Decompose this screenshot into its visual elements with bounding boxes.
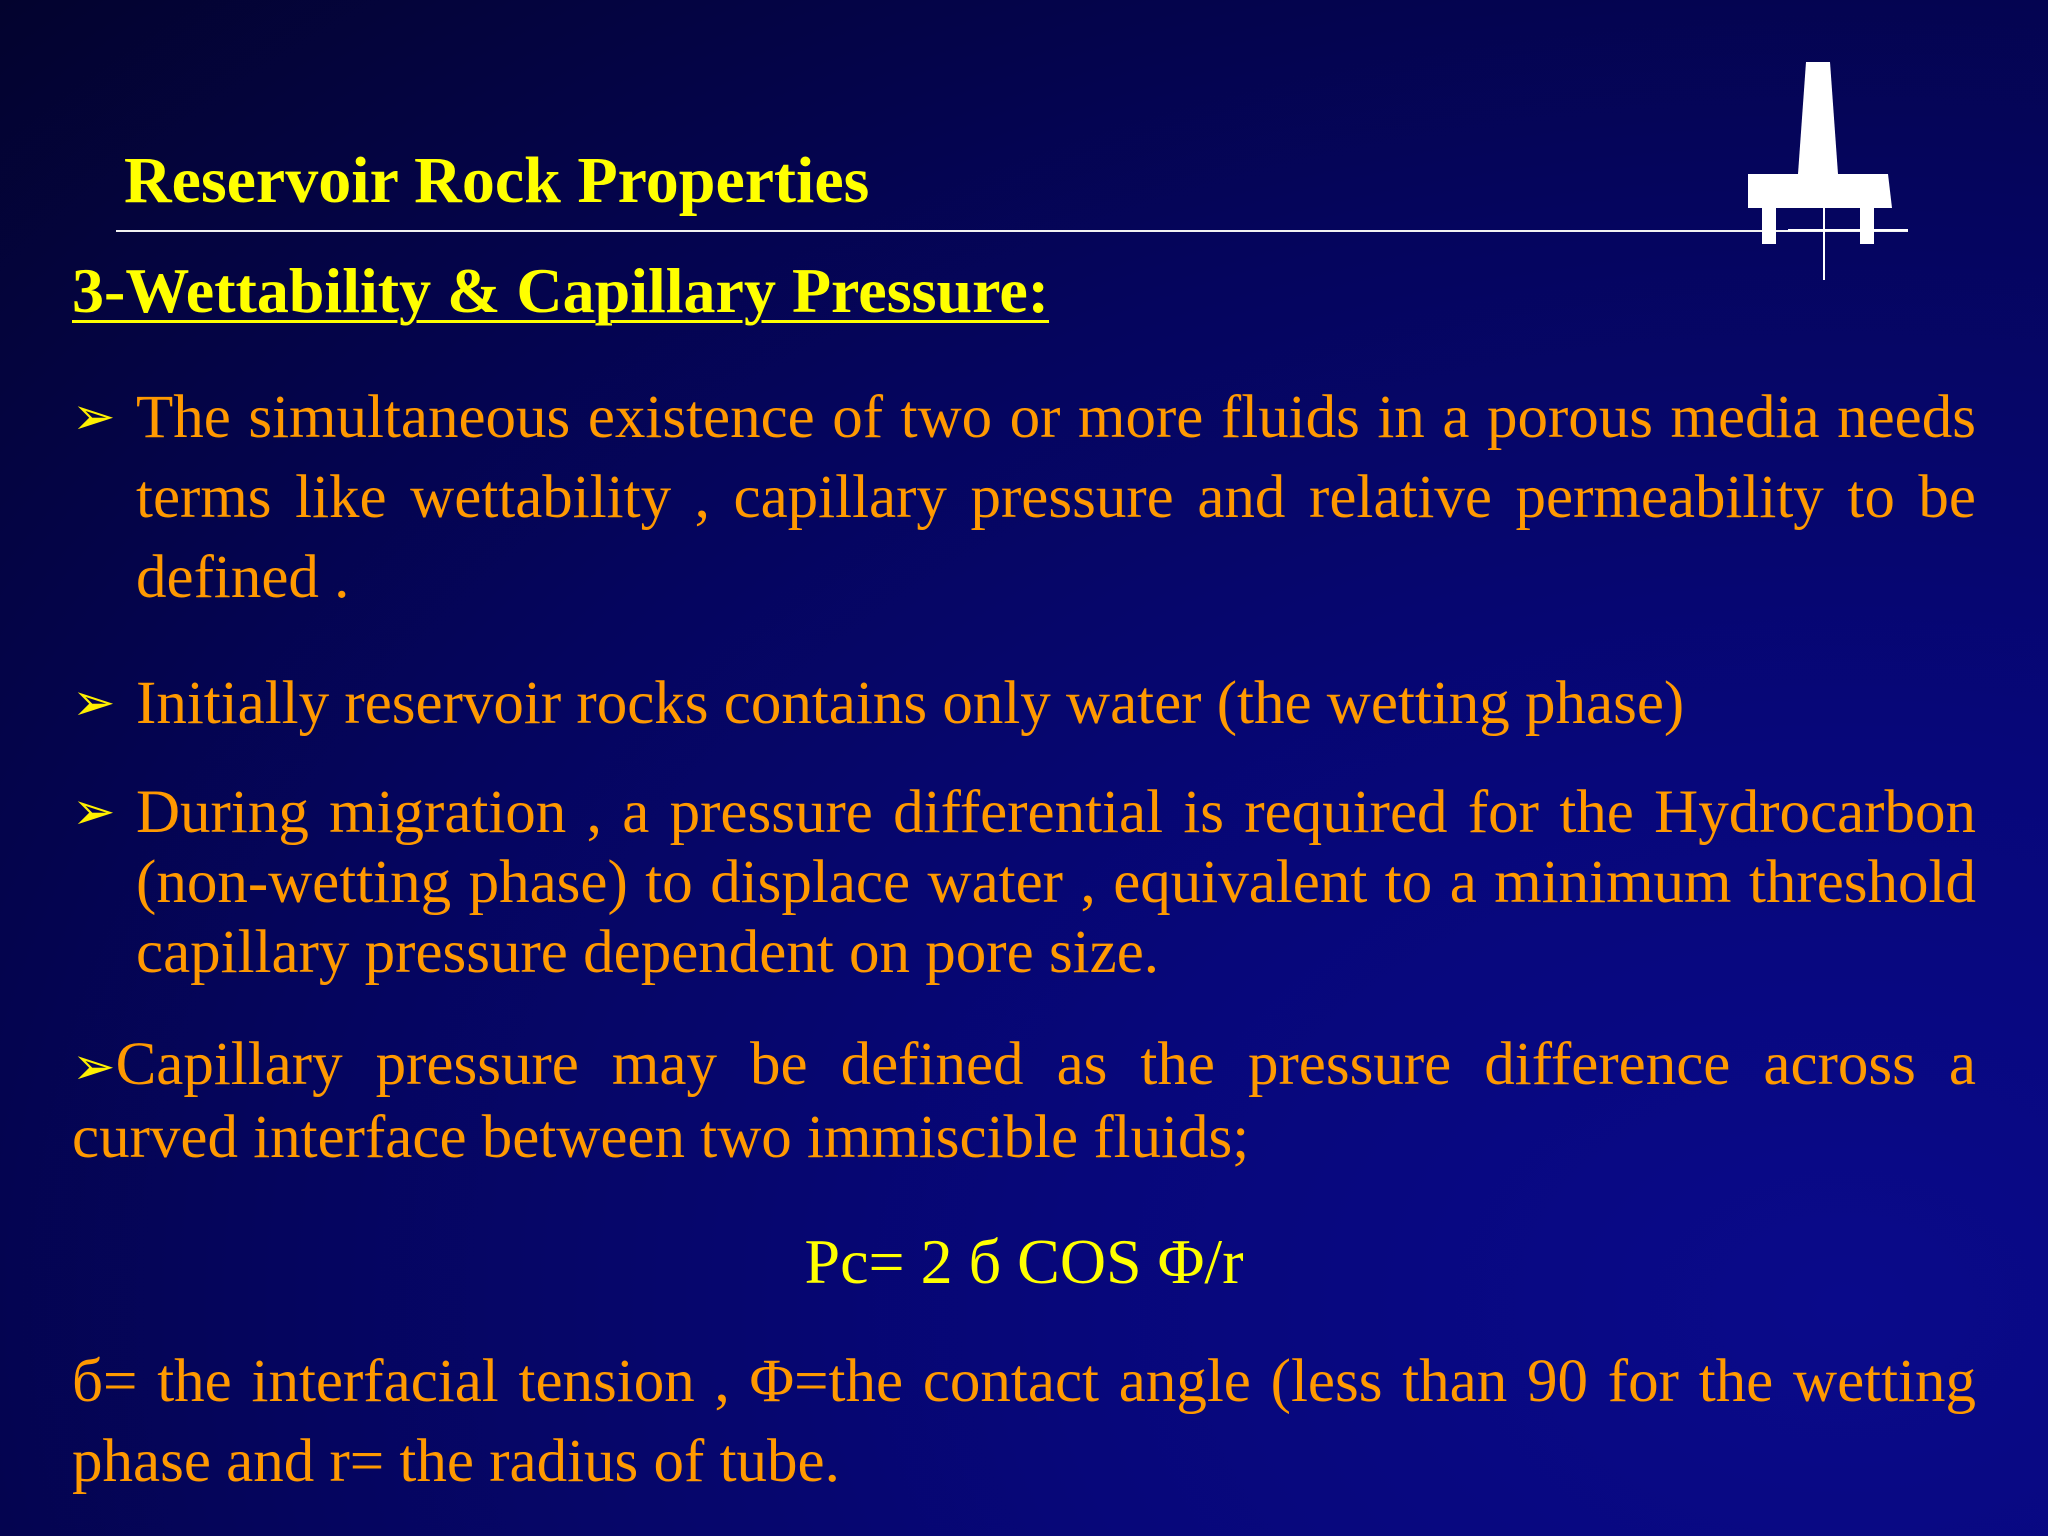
slide-title: Reservoir Rock Properties: [124, 144, 870, 217]
arrow-bullet-icon: ➢: [72, 784, 116, 841]
bullet-text: The simultaneous existence of two or more fluids in a porous media needs terms like wettability , capillary pressure and relative permeability to be defined .: [136, 384, 1976, 611]
bullet-item: [72, 778, 1976, 988]
bullet-item: [72, 378, 1976, 618]
oil-platform-icon: [1748, 58, 1908, 282]
bullet-text: Initially reservoir rocks contains only water (the wetting phase): [136, 670, 1685, 737]
section-heading: 3-Wettability & Capillary Pressure:: [72, 255, 1050, 326]
title-divider: [116, 230, 1908, 232]
arrow-bullet-icon: ➢: [72, 389, 116, 446]
bullet-item: [72, 1030, 1976, 1173]
arrow-bullet-icon: ➢: [72, 675, 116, 732]
bullet-item: [72, 664, 1976, 744]
capillary-pressure-formula: Pc= 2 б COS Φ/r: [804, 1226, 1244, 1297]
formula-definitions: б= the interfacial tension , Φ=the contact angle (less than 90 for the wetting phase and r= the radius of tube.: [72, 1348, 1976, 1495]
bullet-text: Capillary pressure may be defined as the pressure difference across a curved interface between two immiscible fluids;: [72, 1031, 1976, 1171]
bullet-text: During migration , a pressure differential is required for the Hydrocarbon (non-wetting phase) to displace water , equivalent to a minimum threshold capillary pressure dependent on pore size.: [136, 779, 1976, 986]
arrow-bullet-icon: ➢: [72, 1039, 116, 1096]
